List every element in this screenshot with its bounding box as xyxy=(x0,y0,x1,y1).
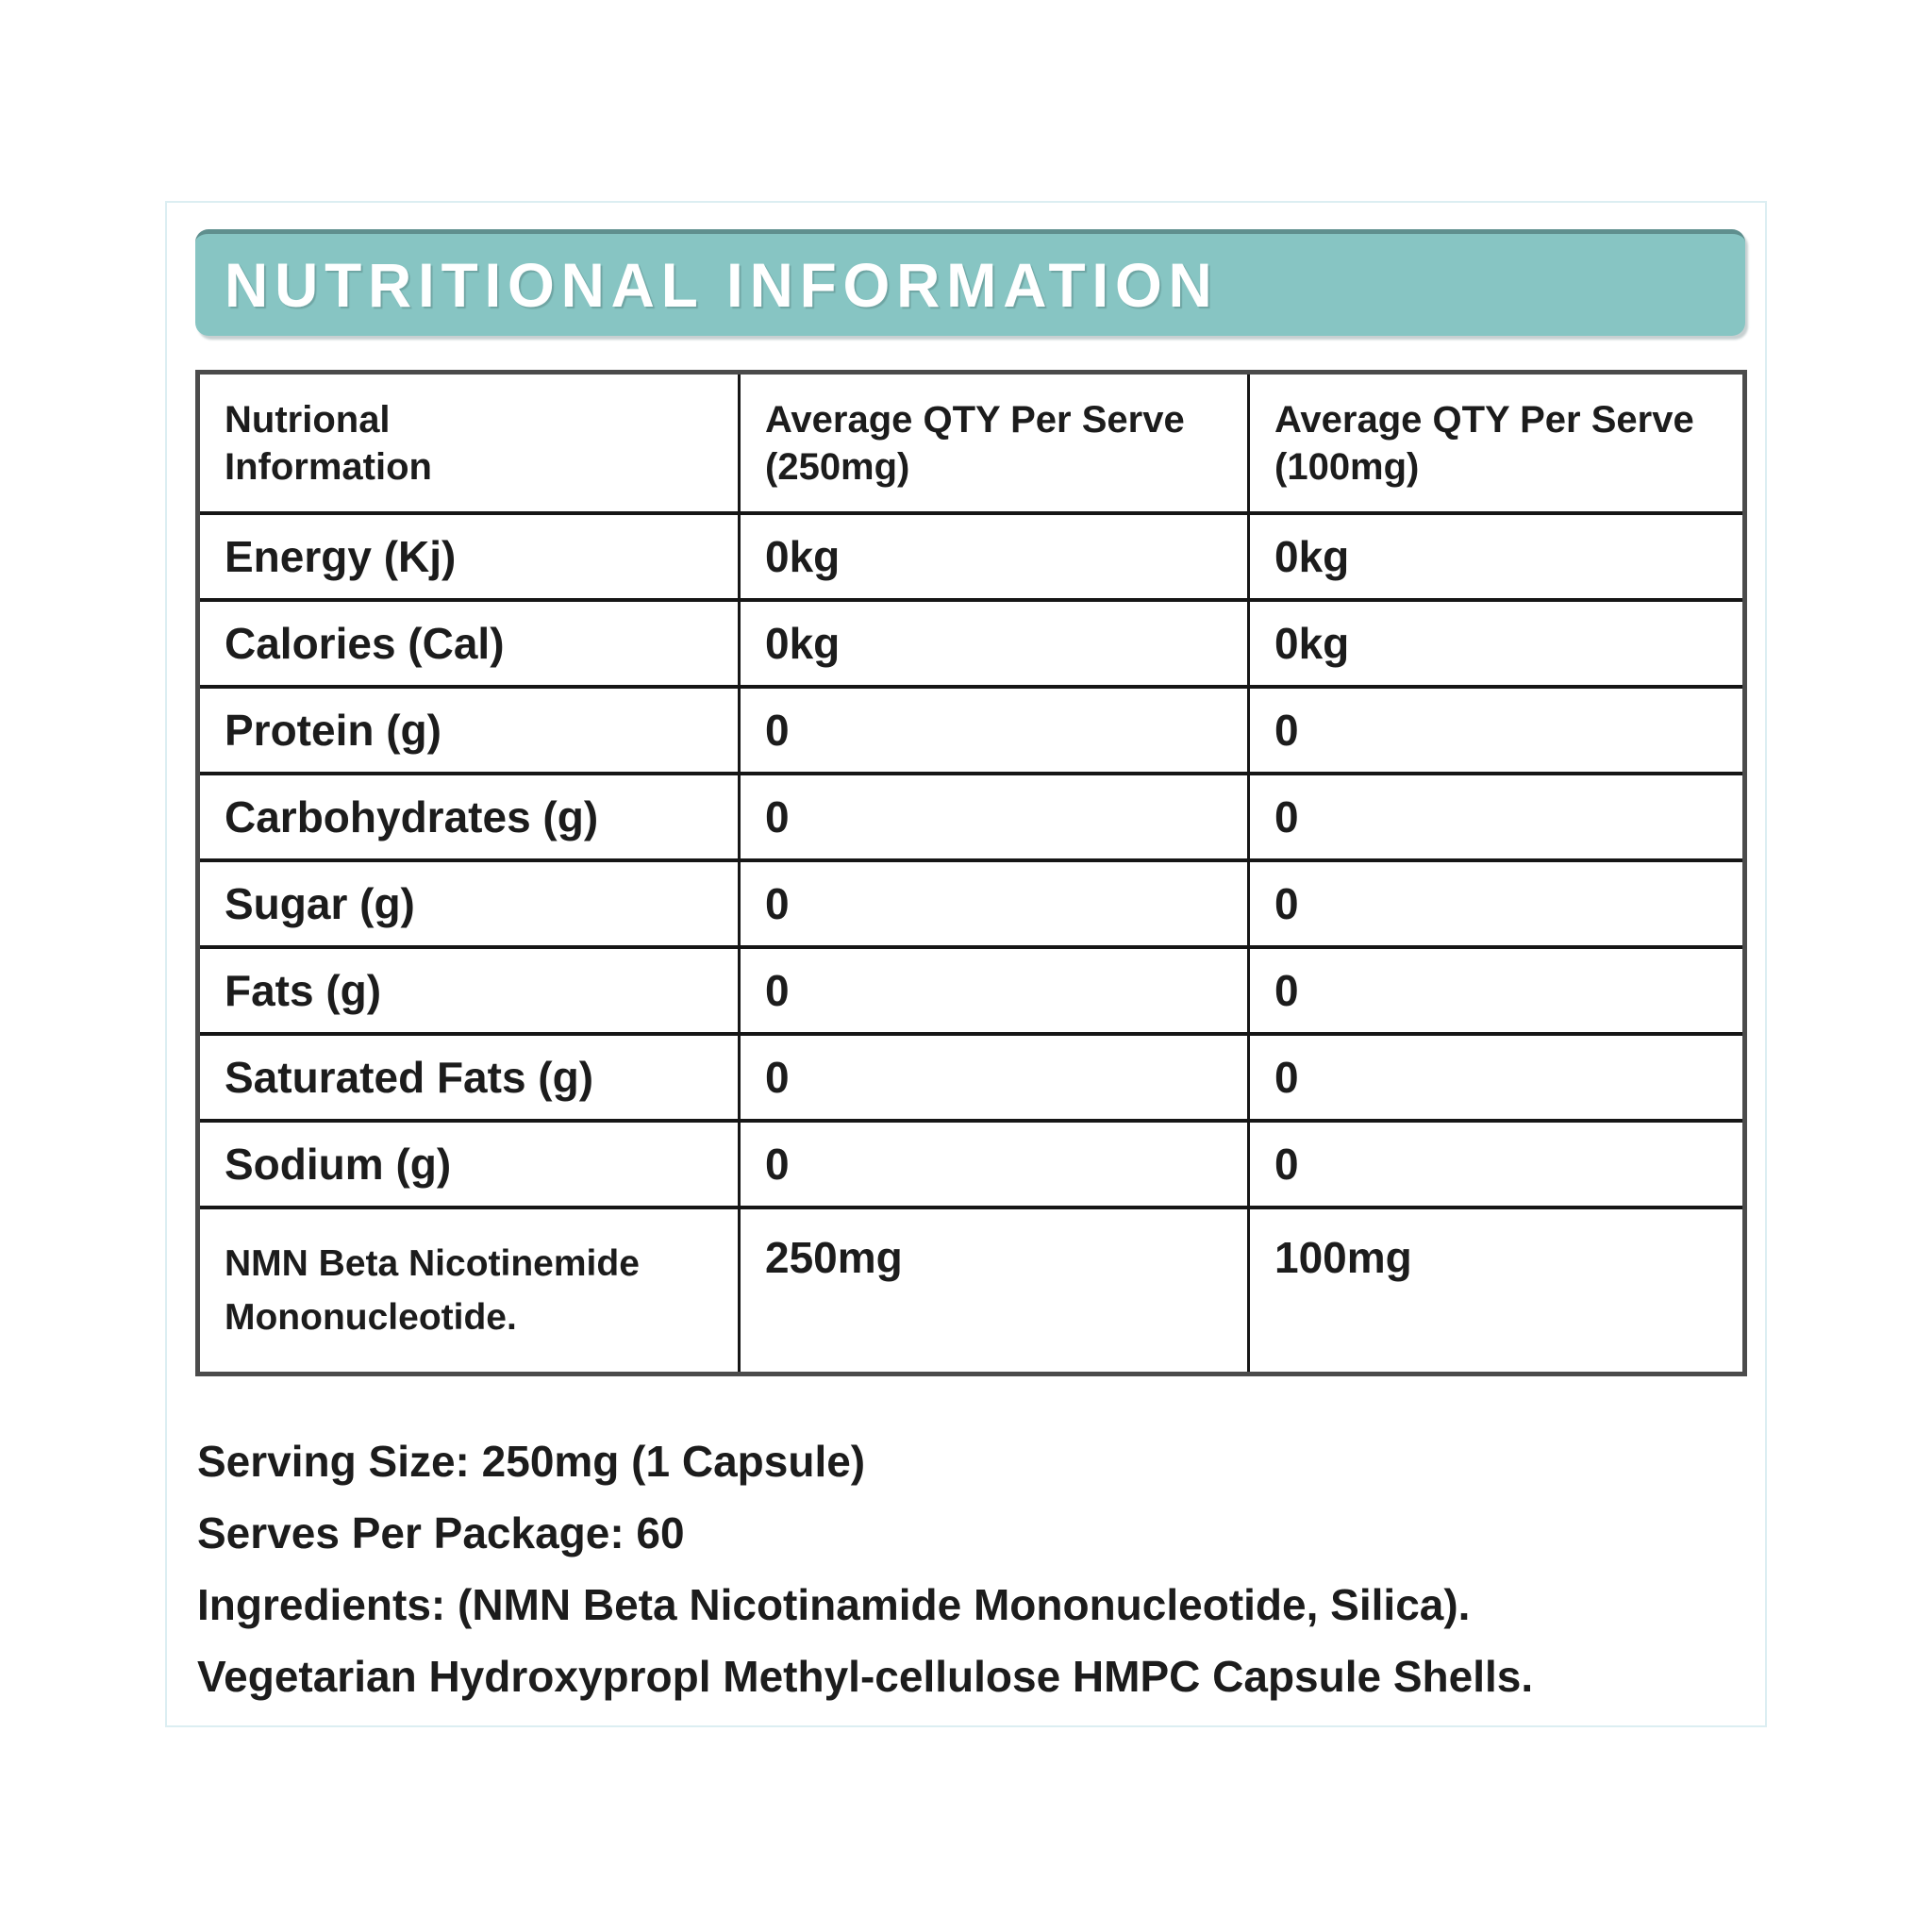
table-row xyxy=(198,1121,1745,1208)
table-row xyxy=(198,860,1745,947)
table-row xyxy=(198,947,1745,1034)
row-label: Sodium (g) xyxy=(198,1121,740,1208)
row-label: Saturated Fats (g) xyxy=(198,1034,740,1121)
header-line: Information xyxy=(225,445,432,488)
table-row-nmn xyxy=(198,1208,1745,1374)
row-label: Fats (g) xyxy=(198,947,740,1034)
banner-title: NUTRITIONAL INFORMATION xyxy=(225,250,1219,320)
row-value-100: 0 xyxy=(1249,1034,1745,1121)
row-label: Sugar (g) xyxy=(198,860,740,947)
row-value-250: 0 xyxy=(740,1034,1249,1121)
row-value-100: 0 xyxy=(1249,1121,1745,1208)
table-row xyxy=(198,513,1745,600)
serving-size-text: Serving Size: 250mg (1 Capsule) xyxy=(197,1437,866,1486)
nutrition-label-frame xyxy=(165,201,1767,1727)
row-label: NMN Beta Nicotinemide Mononucleotide. xyxy=(198,1208,740,1374)
table-row xyxy=(198,687,1745,774)
header-banner xyxy=(195,229,1745,336)
header-line: Nutrional xyxy=(225,398,391,441)
row-value-100: 0 xyxy=(1249,860,1745,947)
row-value-100: 0 xyxy=(1249,947,1745,1034)
header-line: Average QTY Per Serve xyxy=(1274,398,1694,441)
column-header-nutritional-information xyxy=(198,373,740,514)
table-header-row xyxy=(198,373,1745,514)
header-line: (100mg) xyxy=(1274,445,1420,488)
row-value-100: 0kg xyxy=(1249,513,1745,600)
row-value-250: 0kg xyxy=(740,513,1249,600)
row-value-250: 0 xyxy=(740,947,1249,1034)
row-label: Protein (g) xyxy=(198,687,740,774)
serves-per-package-text: Serves Per Package: 60 xyxy=(197,1508,685,1557)
header-line: (250mg) xyxy=(765,445,910,488)
nutrition-table xyxy=(195,370,1747,1376)
header-line: Average QTY Per Serve xyxy=(765,398,1185,441)
column-header-per-serve-250 xyxy=(740,373,1249,514)
row-value-100: 0kg xyxy=(1249,600,1745,687)
row-value-100: 0 xyxy=(1249,687,1745,774)
row-value-250: 0kg xyxy=(740,600,1249,687)
row-value-250: 0 xyxy=(740,774,1249,860)
row-label: Energy (Kj) xyxy=(198,513,740,600)
ingredients-text: Ingredients: (NMN Beta Nicotinamide Mononucleotide, Silica). xyxy=(197,1580,1471,1629)
row-value-250: 0 xyxy=(740,860,1249,947)
footer-info xyxy=(197,1425,1725,1712)
row-value-100: 100mg xyxy=(1249,1208,1745,1374)
table-row xyxy=(198,600,1745,687)
row-value-250: 250mg xyxy=(740,1208,1249,1374)
row-label: Carbohydrates (g) xyxy=(198,774,740,860)
row-value-250: 0 xyxy=(740,687,1249,774)
table-row xyxy=(198,1034,1745,1121)
column-header-per-serve-100 xyxy=(1249,373,1745,514)
table-row xyxy=(198,774,1745,860)
row-value-100: 0 xyxy=(1249,774,1745,860)
capsule-shells-text: Vegetarian Hydroxypropl Methyl-cellulose HMPC Capsule Shells. xyxy=(197,1652,1534,1701)
row-value-250: 0 xyxy=(740,1121,1249,1208)
row-label: Calories (Cal) xyxy=(198,600,740,687)
